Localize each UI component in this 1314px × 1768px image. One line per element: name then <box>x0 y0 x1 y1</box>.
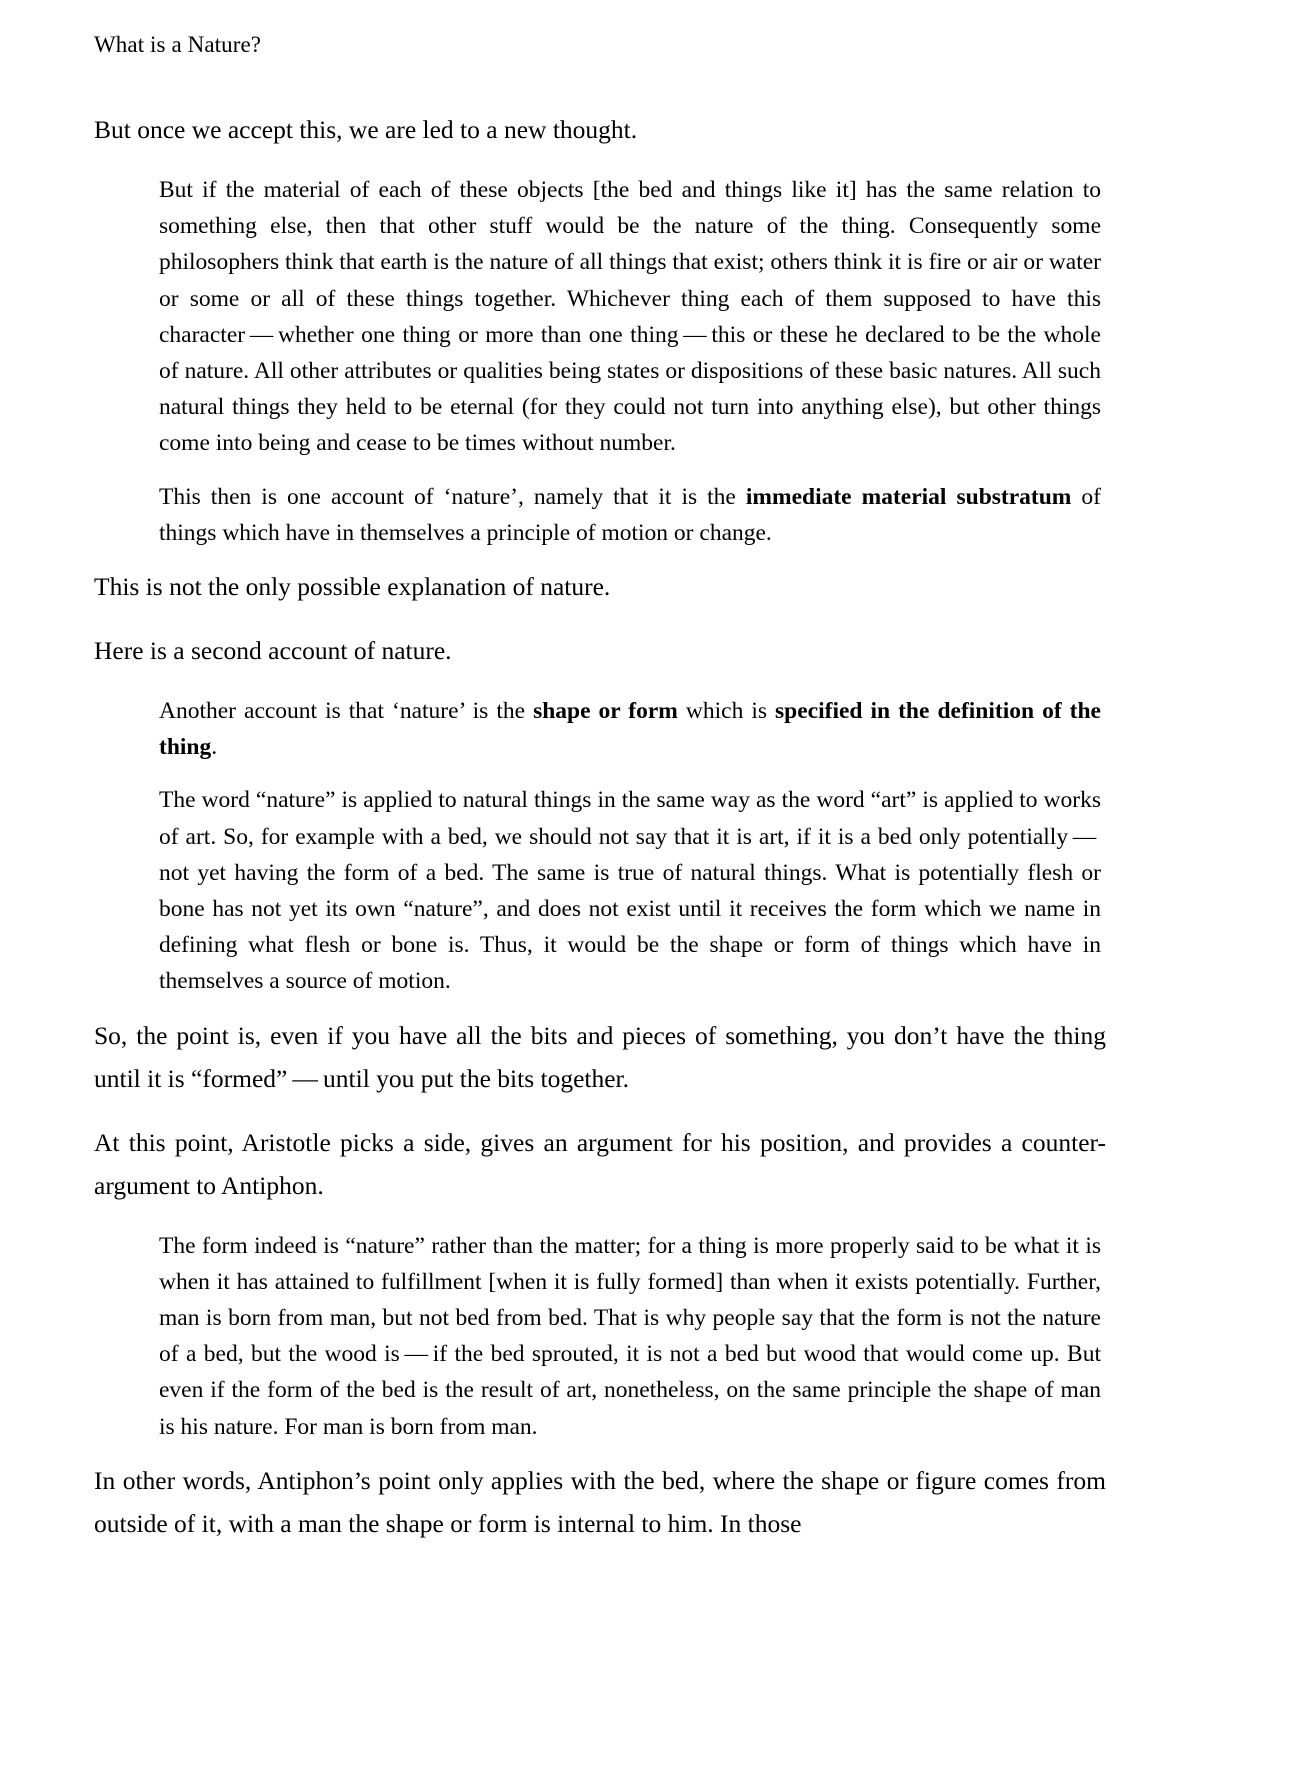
quote-run: This then is one account of ‘nature’, namely that it is the <box>159 483 746 510</box>
page-content <box>94 30 1106 1545</box>
quote-run: Another account is that ‘nature’ is the <box>159 698 534 725</box>
body-paragraph: At this point, Aristotle picks a side, gives an argument for his position, and provides a counter-argument to Antiphon. <box>94 1127 1106 1200</box>
quote-run-bold: immediate material substratum <box>745 483 1072 510</box>
quote-paragraph: The word “nature” is applied to natural things in the same way as the word “art” is applied to works of art. So, for example with a bed, we should not say that it is art, if it is a bed only potentially — not yet having the form of a bed. The same is true of natural things. What is potentially flesh or bone has not yet its own “nature”, and does not exist until it receives the form which we name in defining what flesh or bone is. Thus, it would be the shape or form of things which have in themselves a source of motion. <box>159 787 1101 995</box>
quote-block <box>94 1228 1106 1445</box>
quote-paragraph <box>159 693 1101 765</box>
quote-run-bold: shape or form <box>533 698 678 725</box>
body-paragraph: So, the point is, even if you have all the bits and pieces of something, you don’t have the thing until it is “formed” — until you put the bits together. <box>94 1020 1106 1093</box>
quote-block <box>94 693 1106 1000</box>
quote-paragraph: But if the material of each of these objects [the bed and things like it] has the same relation to something else, then that other stuff would be the nature of the thing. Consequently some philosophers think that earth is the nature of all things that exist; others think it is fire or air or water or some or all of these things together. Whichever thing each of them supposed to have this character — whether one thing or more than one thing — this or these he declared to be the whole of nature. All other attributes or qualities being states or dispositions of these basic natures. All such natural things they held to be eternal (for they could not turn into anything else), but other things come into being and cease to be times without number. <box>159 177 1101 457</box>
quote-run: . <box>211 734 218 761</box>
quote-paragraph <box>159 479 1101 551</box>
body-paragraph: Here is a second account of nature. <box>94 636 452 666</box>
quote-paragraph: The form indeed is “nature” rather than the matter; for a thing is more properly said to be what it is when it has attained to fulfillment [when it is fully formed] than when it exists potentially. Further, man is born from man, but not bed from bed. That is why people say that the form is not the nature of a bed, but the wood is — if the bed sprouted, it is not a bed but wood that would come up. But even if the form of the bed is the result of art, nonetheless, on the same principle the shape of man is his nature. For man is born from man. <box>159 1232 1101 1440</box>
quote-block <box>94 172 1106 551</box>
quote-run: which is <box>677 698 776 725</box>
running-head: What is a Nature? <box>94 32 262 57</box>
body-paragraph: This is not the only possible explanation of nature. <box>94 572 611 602</box>
quote-run: of things which have in themselves a principle of motion or change. <box>159 483 1101 546</box>
quote-run-bold: specified in the definition of the thing <box>159 698 1101 761</box>
body-paragraph: In other words, Antiphon’s point only applies with the bed, where the shape or figure comes from outside of it, with a man the shape or form is internal to him. In those <box>94 1465 1106 1538</box>
body-paragraph: But once we accept this, we are led to a new thought. <box>94 115 638 144</box>
